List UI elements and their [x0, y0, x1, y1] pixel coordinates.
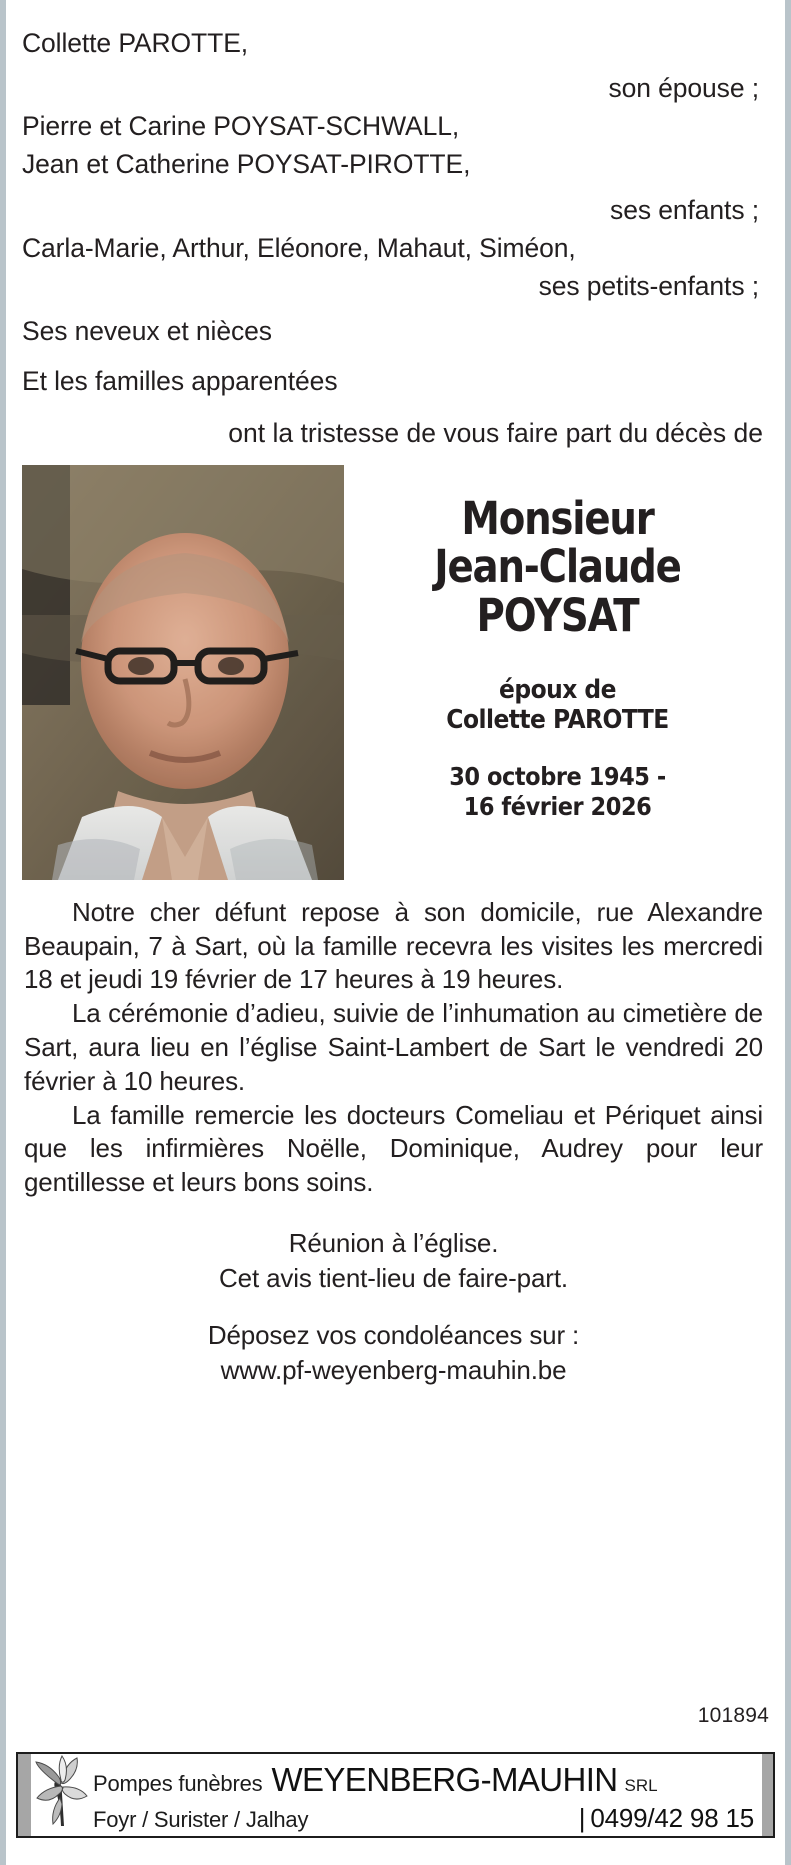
lily-flower-logo — [31, 1754, 93, 1836]
footer-phone[interactable] — [579, 1805, 762, 1831]
spouse-name: Collette PAROTTE — [446, 705, 669, 736]
footer-text-block — [93, 1754, 762, 1836]
footer-places-row — [93, 1796, 762, 1831]
family-grandchildren: Carla-Marie, Arthur, Eléonore, Mahaut, Siméon, — [22, 232, 576, 263]
birth-date: 30 octobre 1945 - — [449, 761, 666, 791]
spacer — [24, 1296, 763, 1318]
deceased-name-block — [344, 465, 765, 822]
spacer — [22, 62, 759, 69]
footer-prefix: Pompes funèbres — [93, 1771, 263, 1796]
deceased-title: Monsieur — [461, 491, 654, 545]
closing-reunion: Réunion à l’église. — [288, 1228, 499, 1259]
paragraph-thanks: La famille remercie les docteurs Comeliau et Périquet ainsi que les infirmières Noëlle, Dominique, Audrey pour leur gentillesse et leurs bons soins. — [24, 1099, 763, 1198]
family-list — [10, 0, 781, 400]
spacer — [22, 350, 759, 362]
closing-faire-part: Cet avis tient-lieu de faire-part. — [219, 1262, 568, 1293]
closing-block — [10, 1200, 781, 1387]
relation-label-children: ses enfants ; — [610, 194, 759, 225]
family-widow: Collette PAROTTE, — [22, 28, 249, 58]
footer-left-bar — [18, 1754, 31, 1836]
funeral-home-footer — [16, 1752, 775, 1838]
announcement-lead-line: ont la tristesse de vous faire part du décès de — [228, 418, 763, 449]
death-date: 16 février 2026 — [463, 791, 652, 821]
deceased-first-name: Jean-Claude — [434, 540, 681, 594]
footer-brand-row — [93, 1758, 762, 1796]
spacer — [22, 305, 759, 312]
right-edge-rule — [783, 0, 791, 1865]
condolences-prompt: Déposez vos condoléances sur : — [207, 1319, 580, 1350]
footer-brand-name: WEYENBERG-MAUHIN — [271, 1761, 618, 1798]
paragraph-ceremony: La cérémonie d’adieu, suivie de l’inhumation au cimetière de Sart, aura lieu en l’église Saint-Lambert de Sart le vendredi 20 février à 10 heures. — [24, 998, 763, 1096]
footer-phone-separator: | — [578, 1803, 586, 1833]
deceased-photo — [22, 465, 344, 880]
family-child-2: Jean et Catherine POYSAT-PIROTTE, — [22, 149, 471, 180]
reference-number: 101894 — [697, 1704, 769, 1727]
relation-label-spouse: son épouse ; — [608, 73, 759, 104]
paragraph-visitation: Notre cher défunt repose à son domicile, rue Alexandre Beaupain, 7 à Sart, où la famille recevra les visites les mercredi 18 et jeudi 19 février de 17 heures à 19 heures. — [24, 896, 763, 995]
notice-body — [10, 880, 781, 1200]
spacer — [22, 184, 759, 191]
footer-locations: Foyr / Surister / Jalhay — [93, 1807, 309, 1832]
spouse-prefix: époux de — [499, 674, 616, 705]
family-related-families: Et les familles apparentées — [22, 366, 338, 397]
left-edge-rule — [0, 0, 8, 1865]
relation-label-grandchildren: ses petits-enfants ; — [538, 270, 759, 301]
notice-content — [10, 0, 781, 1865]
family-nephews-nieces: Ses neveux et nièces — [22, 316, 272, 347]
footer-legal-form: SRL — [624, 1776, 658, 1795]
deceased-last-name: POYSAT — [476, 589, 639, 643]
family-child-1: Pierre et Carine POYSAT-SCHWALL, — [22, 111, 460, 142]
condolences-website-link[interactable]: www.pf-weyenberg-mauhin.be — [220, 1354, 567, 1385]
portrait-and-name-block — [10, 451, 781, 880]
footer-right-bar — [762, 1754, 773, 1836]
footer-phone-number: 0499/42 98 15 — [590, 1803, 754, 1833]
